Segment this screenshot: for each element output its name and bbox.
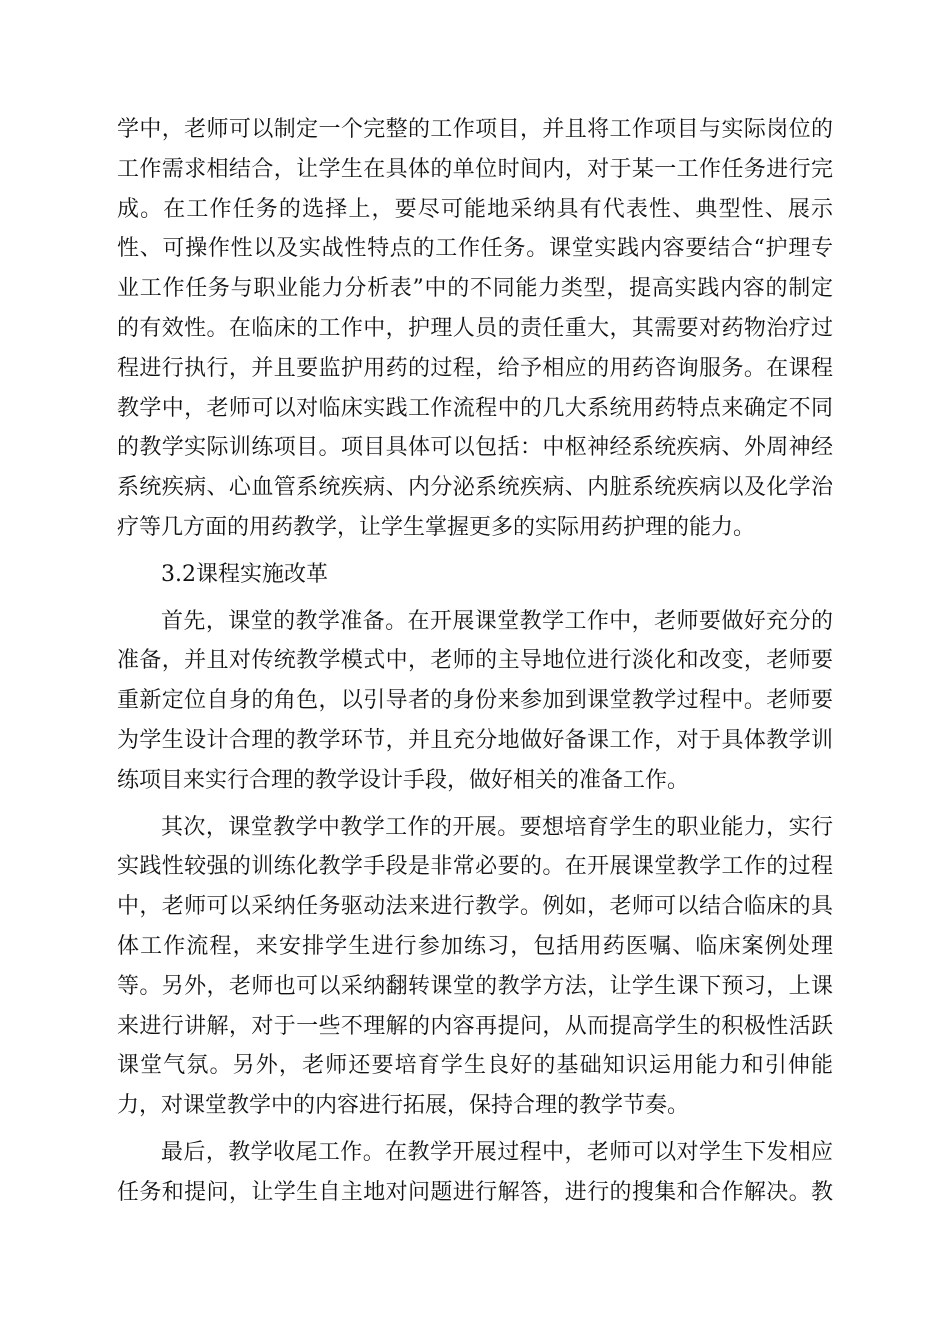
paragraph-preparation xyxy=(117,602,833,801)
text-line: 系统疾病、心血管系统疾病、内分泌系统疾病、内脏系统疾病以及化学治 xyxy=(117,475,833,501)
text-line: 的有效性。在临床的工作中，护理人员的责任重大，其需要对药物治疗过 xyxy=(117,315,833,341)
text-line: 最后，教学收尾工作。在教学开展过程中，老师可以对学生下发相应 xyxy=(161,1139,833,1165)
text-line: 为学生设计合理的教学环节，并且充分地做好备课工作，对于具体教学训 xyxy=(117,727,833,753)
text-line: 学中，老师可以制定一个完整的工作项目，并且将工作项目与实际岗位的 xyxy=(117,117,833,142)
text-line: 首先，课堂的教学准备。在开展课堂教学工作中，老师要做好充分的 xyxy=(161,608,833,634)
document-body xyxy=(117,110,833,1220)
text-line: 其次，课堂教学中教学工作的开展。要想培育学生的职业能力，实行 xyxy=(161,814,833,840)
section-heading: 3.2课程实施改革 xyxy=(161,561,328,587)
text-line: 准备，并且对传统教学模式中，老师的主导地位进行淡化和改变，老师要 xyxy=(117,648,833,674)
paragraph-classroom-teaching xyxy=(117,808,833,1126)
text-line: 来进行讲解，对于一些不理解的内容再提问，从而提高学生的积极性活跃 xyxy=(117,1013,833,1039)
paragraph-wrap-up xyxy=(117,1133,833,1213)
text-line: 重新定位自身的角色，以引导者的身份来参加到课堂教学过程中。老师要 xyxy=(117,688,833,714)
text-line: 实践性较强的训练化教学手段是非常必要的。在开展课堂教学工作的过程 xyxy=(117,854,833,880)
text-line: 教学中，老师可以对临床实践工作流程中的几大系统用药特点来确定不同 xyxy=(117,395,833,421)
text-line: 等。另外，老师也可以采纳翻转课堂的教学方法，让学生课下预习，上课 xyxy=(117,973,833,999)
text-line: 业工作任务与职业能力分析表”中的不同能力类型，提高实践内容的制定 xyxy=(117,276,833,302)
text-line: 练项目来实行合理的教学设计手段，做好相关的准备工作。 xyxy=(117,767,690,793)
text-line: 课堂气氛。另外，老师还要培育学生良好的基础知识运用能力和引伸能 xyxy=(117,1053,833,1079)
text-line: 体工作流程，来安排学生进行参加练习，包括用药医嘱、临床案例处理 xyxy=(117,933,833,959)
text-line: 力，对课堂教学中的内容进行拓展，保持合理的教学节奏。 xyxy=(117,1093,690,1119)
text-line: 程进行执行，并且要监护用药的过程，给予相应的用药咨询服务。在课程 xyxy=(117,355,833,381)
text-line: 任务和提问，让学生自主地对问题进行解答，进行的搜集和合作解决。教 xyxy=(117,1179,833,1205)
text-line: 性、可操作性以及实战性特点的工作任务。课堂实践内容要结合“护理专 xyxy=(117,236,833,262)
paragraph-medication-projects xyxy=(117,110,833,548)
text-line: 中，老师可以采纳任务驱动法来进行教学。例如，老师可以结合临床的具 xyxy=(117,894,833,920)
text-line: 工作需求相结合，让学生在具体的单位时间内，对于某一工作任务进行完 xyxy=(117,156,833,182)
text-line: 疗等几方面的用药教学，让学生掌握更多的实际用药护理的能力。 xyxy=(117,514,756,540)
text-line: 的教学实际训练项目。项目具体可以包括：中枢神经系统疾病、外周神经 xyxy=(117,435,833,461)
text-line: 成。在工作任务的选择上，要尽可能地采纳具有代表性、典型性、展示 xyxy=(117,196,833,222)
